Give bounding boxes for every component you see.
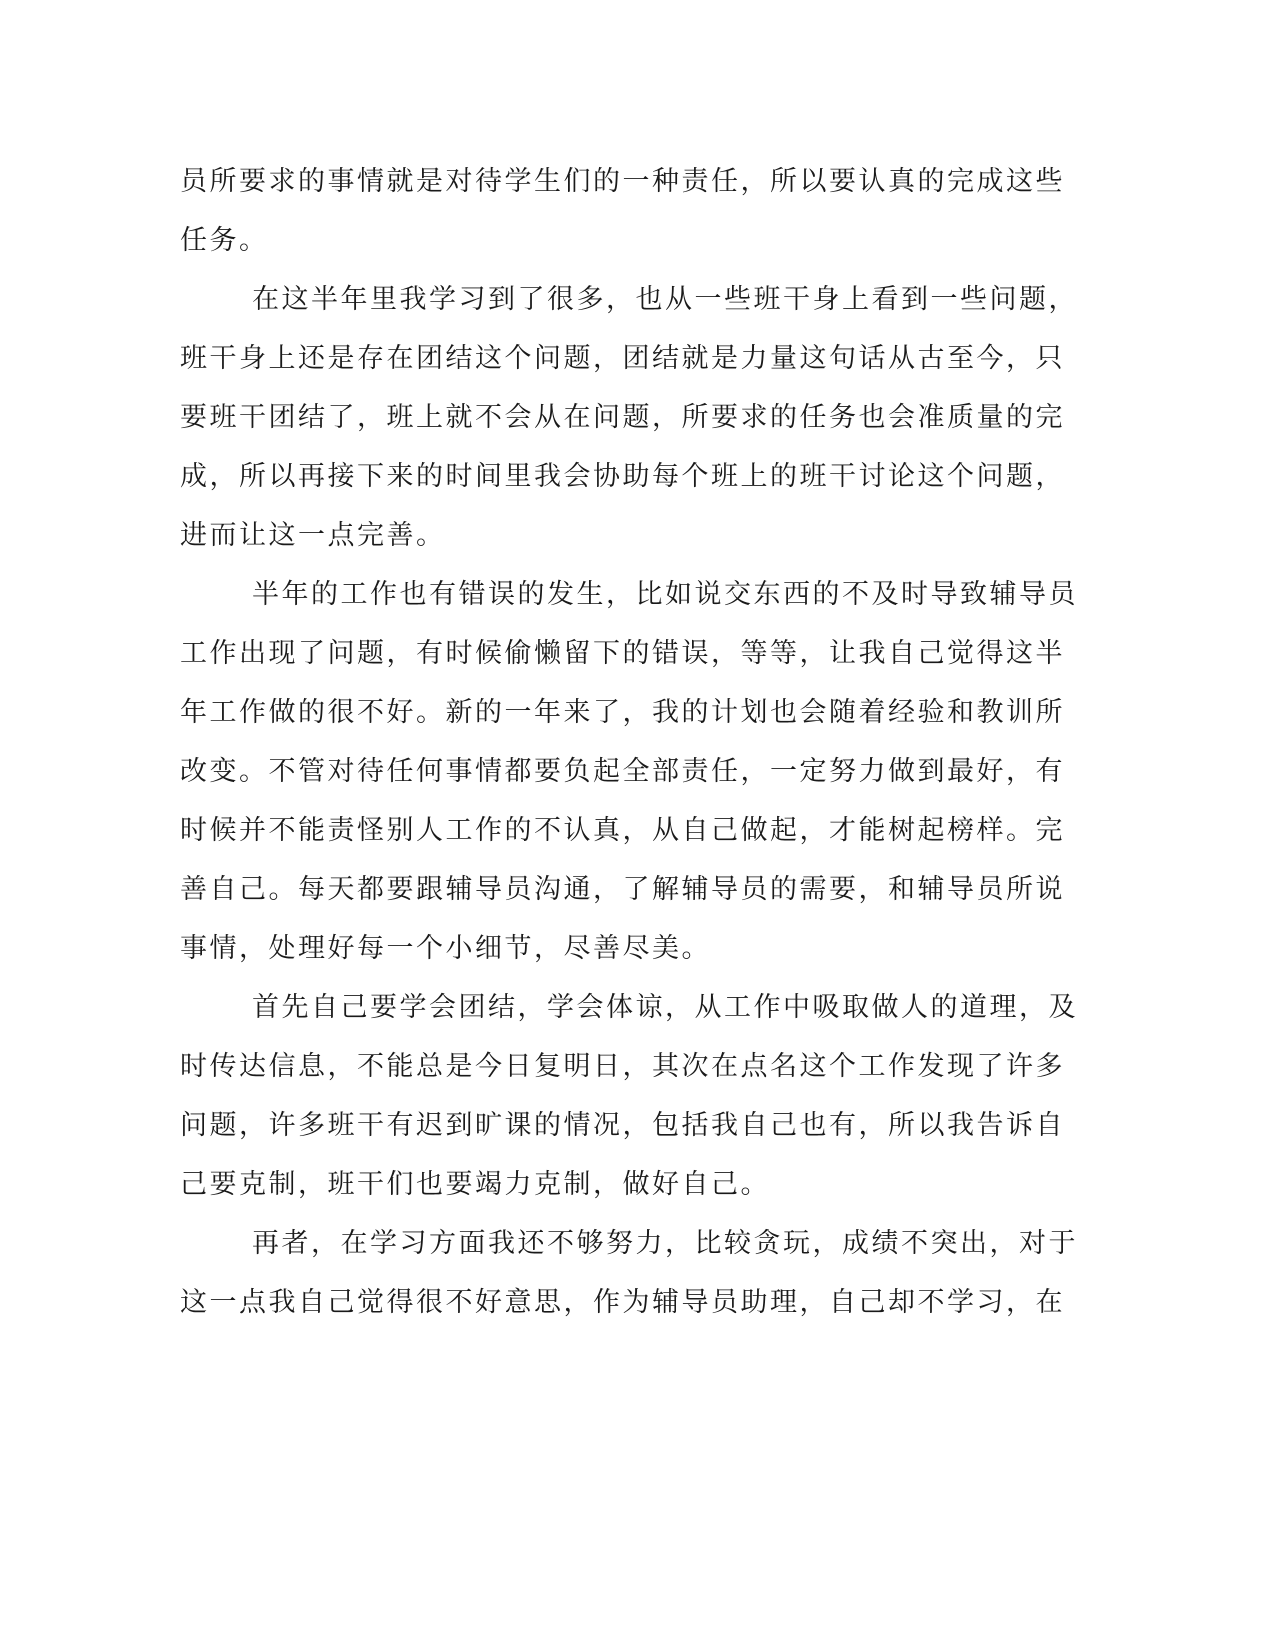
text-line: 工作出现了问题，有时候偷懒留下的错误，等等，让我自己觉得这半 [180,638,1065,669]
text-line: 员所要求的事情就是对待学生们的一种责任，所以要认真的完成这些 [180,166,1065,197]
text-line: 班干身上还是存在团结这个问题，团结就是力量这句话从古至今，只 [180,343,1065,374]
text-line: 任务。 [180,225,269,256]
text-line: 这一点我自己觉得很不好意思，作为辅导员助理，自己却不学习，在 [180,1287,1065,1318]
text-line: 年工作做的很不好。新的一年来了，我的计划也会随着经验和教训所 [180,697,1065,728]
text-line: 要班干团结了，班上就不会从在问题，所要求的任务也会准质量的完 [180,402,1065,433]
paragraph-first-line: 再者，在学习方面我还不够努力，比较贪玩，成绩不突出，对于 [252,1228,1078,1259]
paragraph-first-line: 在这半年里我学习到了很多，也从一些班干身上看到一些问题， [252,284,1078,315]
text-line: 时传达信息，不能总是今日复明日，其次在点名这个工作发现了许多 [180,1051,1065,1082]
text-line: 成，所以再接下来的时间里我会协助每个班上的班干讨论这个问题， [180,461,1065,492]
text-line: 问题，许多班干有迟到旷课的情况，包括我自己也有，所以我告诉自 [180,1110,1065,1141]
paragraph-first-line: 首先自己要学会团结，学会体谅，从工作中吸取做人的道理，及 [252,992,1078,1023]
text-line: 事情，处理好每一个小细节，尽善尽美。 [180,933,711,964]
text-line: 时候并不能责怪别人工作的不认真，从自己做起，才能树起榜样。完 [180,815,1065,846]
paragraph-first-line: 半年的工作也有错误的发生，比如说交东西的不及时导致辅导员 [252,579,1078,610]
text-line: 善自己。每天都要跟辅导员沟通，了解辅导员的需要，和辅导员所说 [180,874,1065,905]
text-line: 改变。不管对待任何事情都要负起全部责任，一定努力做到最好，有 [180,756,1065,787]
text-line: 进而让这一点完善。 [180,520,446,551]
text-line: 己要克制，班干们也要竭力克制，做好自己。 [180,1169,770,1200]
